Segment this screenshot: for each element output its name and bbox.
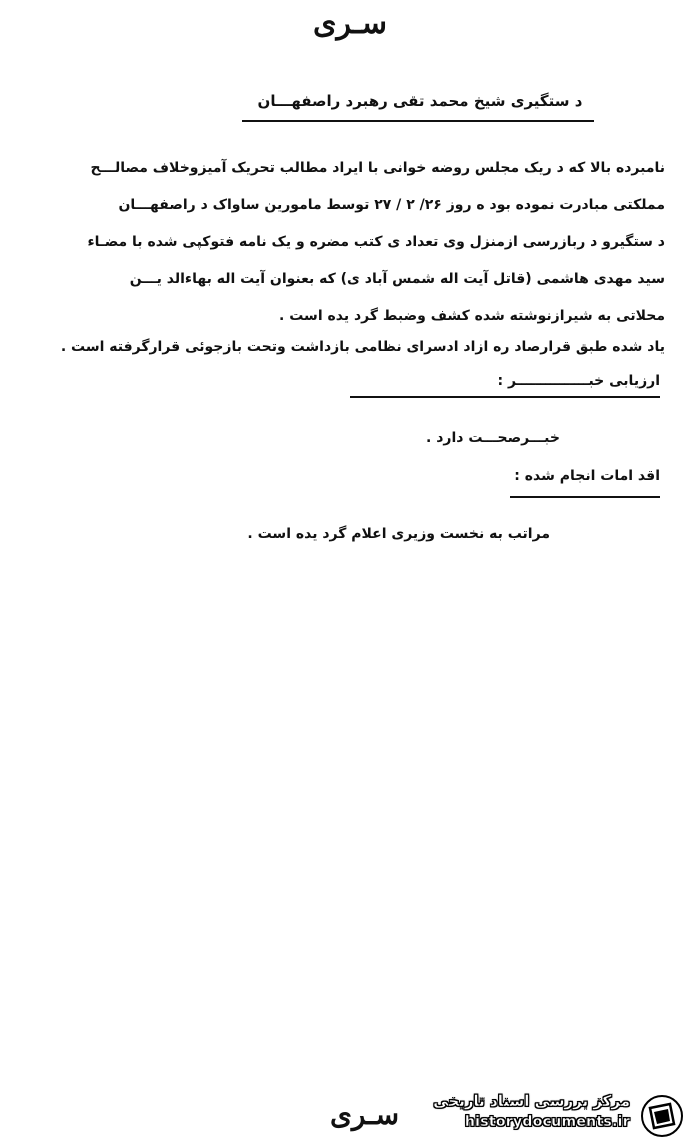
body-line-1: نامبرده بالا که د ریک مجلس روضه خوانی با ایراد مطالب تحریک آمیزوخلاف مصالـــح xyxy=(90,160,665,176)
actions-label: اقد امات انجام شده : xyxy=(514,468,660,484)
archive-logo-icon xyxy=(640,1094,684,1138)
document-subject: د ستگیری شیخ محمد تقی رهبرد راصفهـــان xyxy=(257,92,583,110)
watermark-url: historydocuments.ir xyxy=(464,1114,630,1130)
actions-underline xyxy=(510,496,660,498)
evaluation-underline xyxy=(350,396,660,398)
watermark-title: مرکز بررسی اسناد تاریخی xyxy=(433,1092,630,1110)
subject-underline xyxy=(242,120,594,122)
classification-footer: سـری xyxy=(330,1098,400,1131)
report-body xyxy=(40,150,665,335)
body-line-5: محلاتی به شیرازنوشته شده کشف وضبط گرد یده است . xyxy=(279,308,665,324)
archive-watermark xyxy=(420,1090,690,1140)
evaluation-text: خبـــرصحـــت دارد . xyxy=(426,430,560,446)
body-line-2: مملکتی مبادرت نموده بود ه روز ۲۶/ ۲ / ۲۷ توسط مامورین ساواک د راصفهـــان xyxy=(118,197,665,213)
evaluation-label: ارزیابی خبـــــــــــــــر : xyxy=(497,373,660,389)
body-line-4: سید مهدی هاشمی (قاتل آیت اله شمس آباد ی) که بعنوان آیت اله بهاءالد یـــن xyxy=(129,271,665,287)
detention-paragraph: یاد شده طبق قرارصاد ره ازاد ادسرای نظامی بازداشت وتحت بازجوئی قرارگرفته است . xyxy=(60,339,665,355)
actions-text: مراتب به نخست وزیری اعلام گرد یده است . xyxy=(247,526,550,542)
classification-header: سـری xyxy=(313,6,387,41)
body-line-3: د ستگیرو د ربازرسی ازمنزل وی تعداد ی کتب مضره و یک نامه فتوکپی شده با مضـاء xyxy=(87,234,665,250)
